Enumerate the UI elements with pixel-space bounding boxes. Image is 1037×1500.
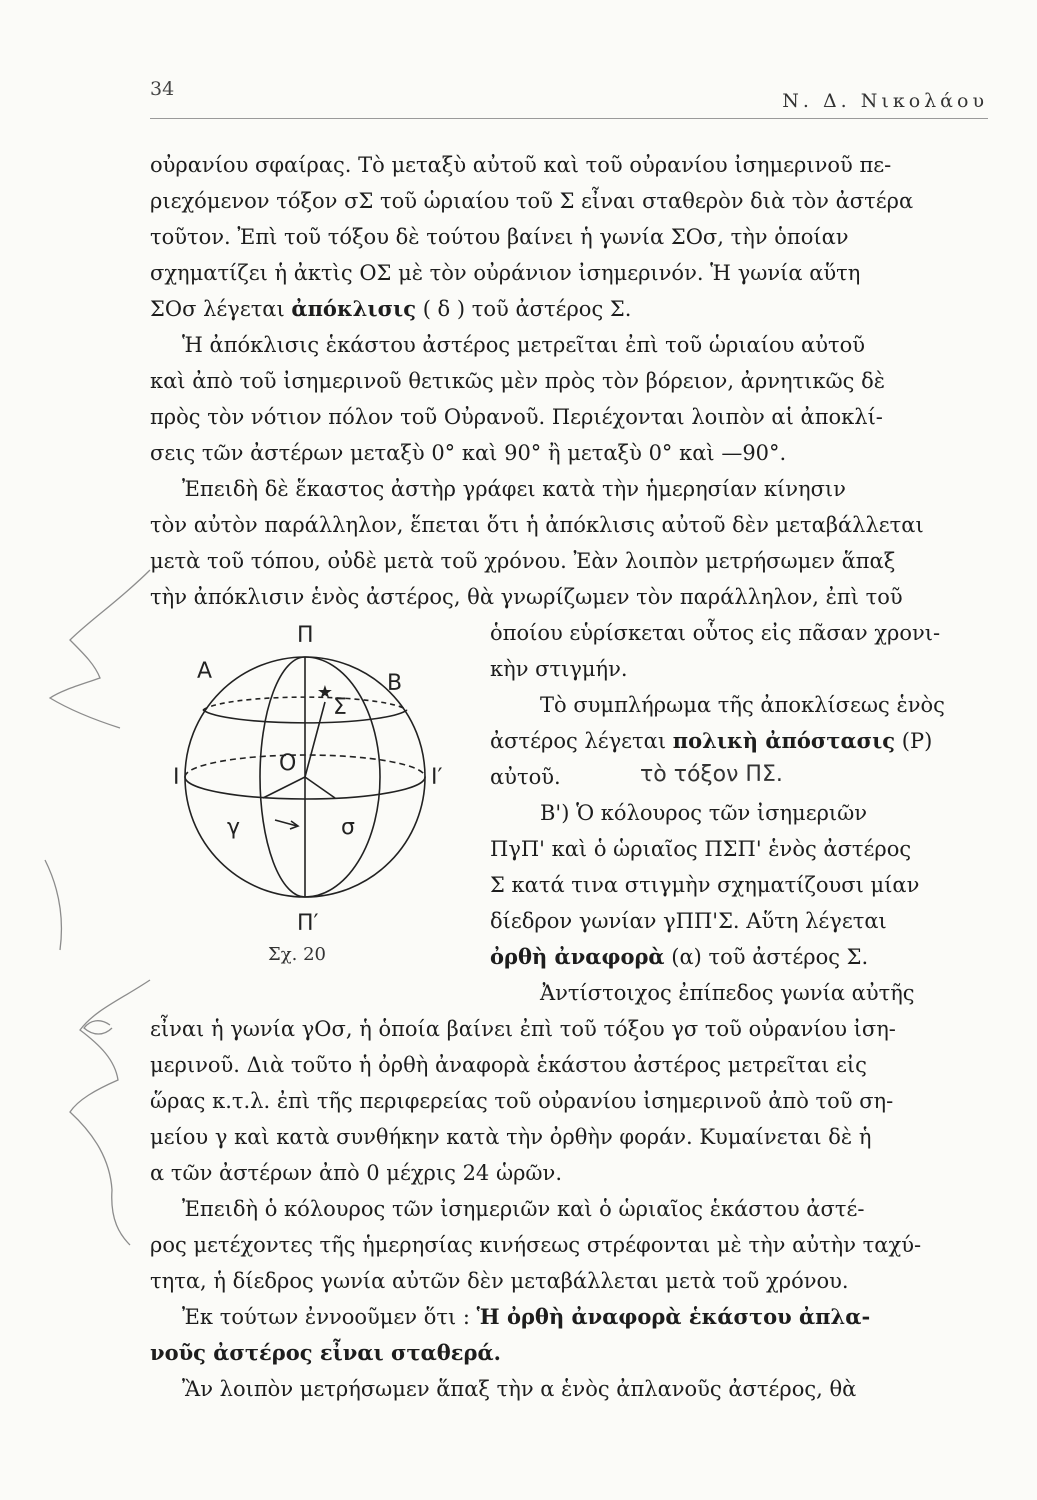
- text-line: νοῦς ἀστέρος εἶναι σταθερά.: [150, 1340, 501, 1365]
- celestial-sphere-diagram: [175, 612, 475, 972]
- text-run: (α) τοῦ ἀστέρος Σ.: [664, 945, 869, 969]
- lower-profile: [70, 980, 150, 1245]
- text-line: σχηματίζει ἡ ἀκτὶς ΟΣ μὲ τὸν οὐράνιον ἰσημερινόν. Ἡ γωνία αὕτη: [150, 261, 861, 285]
- text-line: Ἡ ἀπόκλισις ἑκάστου ἀστέρος μετρεῖται ἐπὶ τοῦ ὡριαίου αὐτοῦ: [182, 333, 866, 357]
- text-line: Β') Ὁ κόλουρος τῶν ἰσημεριῶν: [540, 801, 868, 825]
- text-line: μετὰ τοῦ τόπου, οὐδὲ μετὰ τοῦ χρόνου. Ἐὰν λοιπὸν μετρήσωμεν ἅπαξ: [150, 549, 896, 573]
- text-line: κὴν στιγμήν.: [490, 657, 628, 681]
- text-run: Ἐκ τούτων ἐννοοῦμεν ὅτι :: [182, 1305, 477, 1329]
- pencil-doodle: [0, 560, 170, 1260]
- text-line: ριεχόμενον τόξον σΣ τοῦ ὡριαίου τοῦ Σ εἶναι σταθερὸν διὰ τὸν ἀστέρα: [150, 189, 914, 213]
- handwritten-note: τὸ τόξον ΠΣ.: [640, 762, 783, 787]
- label-a: Α: [197, 659, 213, 684]
- celestial-sphere-figure: [175, 612, 475, 972]
- star-icon: ★: [316, 682, 334, 703]
- text-line: τὸν αὐτὸν παράλληλον, ἕπεται ὅτι ἡ ἀπόκλισις αὐτοῦ δὲν μεταβάλλεται: [150, 513, 924, 537]
- label-s: Σ: [333, 695, 347, 720]
- text-line: Σ κατά τινα στιγμὴν σχηματίζουσι μίαν: [490, 873, 920, 897]
- text-line: αὐτοῦ.: [490, 765, 561, 789]
- label-gamma: γ: [227, 815, 241, 840]
- label-p: Π: [297, 623, 314, 648]
- stray-line: [45, 860, 61, 950]
- figure-caption: Σχ. 20: [268, 944, 326, 965]
- radius-to-sigma: [305, 777, 335, 798]
- theorem-statement: Ἡ ὀρθὴ ἀναφορὰ ἑκάστου ἀπλα-: [476, 1304, 871, 1329]
- text-line: ὥρας κ.τ.λ. ἐπὶ τῆς περιφερείας τοῦ οὐρανίου ἰσημερινοῦ ἀπὸ τοῦ ση-: [150, 1089, 894, 1113]
- text-line: [182, 1302, 988, 1332]
- page-number: 34: [150, 78, 175, 100]
- term-declination: ἀπόκλισις: [291, 296, 417, 321]
- running-title: Ν. Δ. Νικολάου: [782, 90, 988, 112]
- term-right-ascension: ὀρθὴ ἀναφορὰ: [490, 944, 665, 969]
- label-i: Ι: [173, 765, 180, 790]
- text-line: ὁποίου εὑρίσκεται οὗτος εἰς πᾶσαν χρονι-: [490, 621, 941, 645]
- text-line: πρὸς τὸν νότιον πόλον τοῦ Οὐρανοῦ. Περιέχονται λοιπὸν αἱ ἀποκλί-: [150, 405, 883, 429]
- label-b: Β: [387, 671, 403, 696]
- label-p-prime: Π′: [297, 911, 319, 936]
- text-line: Ἀντίστοιχος ἐπίπεδος γωνία αὐτῆς: [540, 981, 915, 1005]
- colure: [260, 657, 305, 897]
- text-line: οὐρανίου σφαίρας. Τὸ μεταξὺ αὐτοῦ καὶ τοῦ οὐρανίου ἰσημερινοῦ πε-: [150, 153, 892, 177]
- text-line: εἶναι ἡ γωνία γΟσ, ἡ ὁποία βαίνει ἐπὶ τοῦ τόξου γσ τοῦ οὐρανίου ἰση-: [150, 1017, 896, 1041]
- radius-to-star: [305, 702, 325, 777]
- text-line: σεις τῶν ἀστέρων μεταξὺ 0° καὶ 90° ἢ μεταξὺ 0° καὶ —90°.: [150, 441, 787, 465]
- text-run: ( δ ) τοῦ ἀστέρος Σ.: [416, 297, 632, 321]
- text-line: [150, 294, 988, 324]
- term-polar-distance: πολικὴ ἀπόστασις: [672, 728, 896, 753]
- text-line: τὴν ἀπόκλισιν ἑνὸς ἀστέρος, θὰ γνωρίζωμεν τὸν παράλληλον, ἐπὶ τοῦ: [150, 585, 903, 609]
- page-header: [150, 78, 988, 119]
- text-run: ἀστέρος λέγεται: [490, 729, 673, 753]
- eye-sketch: [84, 1021, 112, 1034]
- text-line: [490, 726, 988, 756]
- text-line: μείου γ καὶ κατὰ συνθήκην κατὰ τὴν ὀρθὴν φοράν. Κυμαίνεται δὲ ἡ: [150, 1125, 872, 1149]
- text-line: τοῦτον. Ἐπὶ τοῦ τόξου δὲ τούτου βαίνει ἡ γωνία ΣΟσ, τὴν ὁποίαν: [150, 225, 849, 249]
- text-line: ΠγΠ' καὶ ὁ ὡριαῖος ΠΣΠ' ἑνὸς ἀστέρος: [490, 837, 912, 861]
- text-line: ρος μετέχοντες τῆς ἡμερησίας κινήσεως στρέφονται μὲ τὴν αὐτὴν ταχύ-: [150, 1233, 922, 1257]
- text-line: [490, 942, 988, 972]
- label-o: Ο: [279, 751, 297, 776]
- radius-to-gamma: [263, 777, 305, 798]
- text-line: Τὸ συμπλήρωμα τῆς ἀποκλίσεως ἑνὸς: [540, 693, 945, 717]
- profile-sketch: [0, 560, 170, 1260]
- label-sigma: σ: [341, 815, 355, 840]
- text-line: μερινοῦ. Διὰ τοῦτο ἡ ὀρθὴ ἀναφορὰ ἑκάστου ἀστέρος μετρεῖται εἰς: [150, 1053, 867, 1077]
- text-line: καὶ ἀπὸ τοῦ ἰσημερινοῦ θετικῶς μὲν πρὸς τὸν βόρειον, ἀρνητικῶς δὲ: [150, 369, 885, 393]
- text-line: τητα, ἡ δίεδρος γωνία αὐτῶν δὲν μεταβάλλεται μετὰ τοῦ χρόνου.: [150, 1269, 849, 1293]
- text-run: ΣΟσ λέγεται: [150, 297, 292, 321]
- label-i-prime: Ι′: [431, 765, 443, 790]
- text-line: Ἐπειδὴ δὲ ἕκαστος ἀστὴρ γράφει κατὰ τὴν ἡμερησίαν κίνησιν: [182, 477, 846, 501]
- text-line: δίεδρον γωνίαν γΠΠ'Σ. Αὕτη λέγεται: [490, 909, 887, 933]
- text-line: Ἂν λοιπὸν μετρήσωμεν ἅπαξ τὴν α ἑνὸς ἀπλανοῦς ἀστέρος, θὰ: [182, 1377, 857, 1401]
- text-line: Ἐπειδὴ ὁ κόλουρος τῶν ἰσημεριῶν καὶ ὁ ὡριαῖος ἑκάστου ἀστέ-: [182, 1197, 865, 1221]
- text-line: α τῶν ἀστέρων ἀπὸ 0 μέχρις 24 ὡρῶν.: [150, 1161, 563, 1185]
- upper-profile: [50, 570, 150, 728]
- text-run: (P): [895, 729, 933, 753]
